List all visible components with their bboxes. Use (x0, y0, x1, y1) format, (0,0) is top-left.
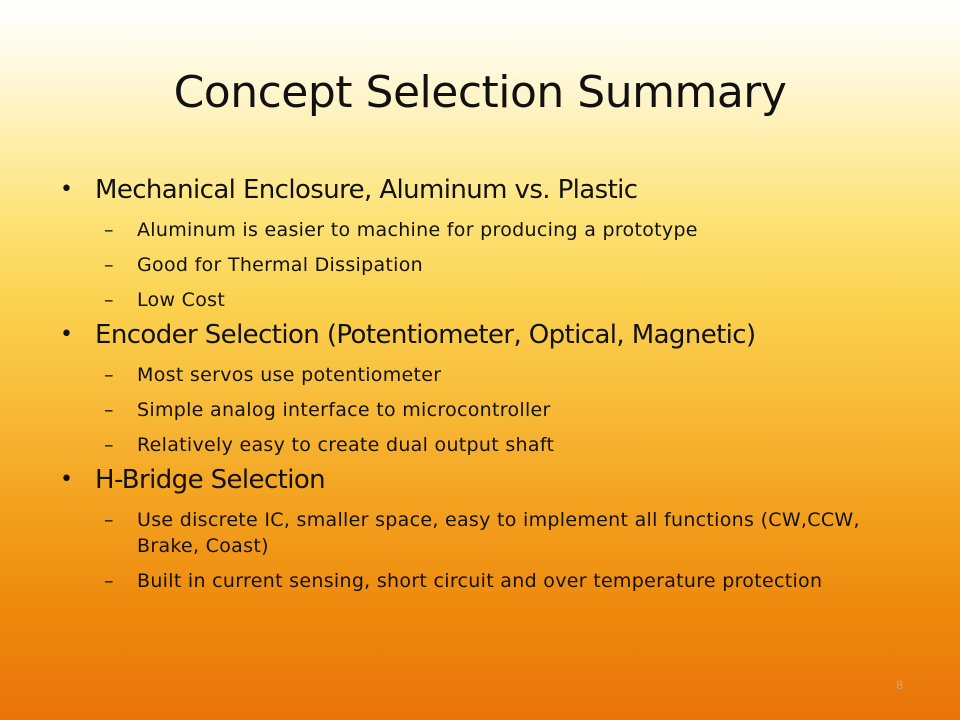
dash-icon: – (104, 434, 114, 456)
page-number: 8 (896, 678, 903, 692)
sub-item-text: Simple analog interface to microcontroller (137, 399, 551, 421)
sub-item-text: Relatively easy to create dual output shaft (137, 434, 555, 456)
sub-item-text: Built in current sensing, short circuit and over temperature protection (137, 570, 823, 592)
dash-icon: – (104, 364, 114, 386)
sub-item (60, 362, 900, 388)
sub-item (60, 432, 900, 458)
sub-item (60, 568, 900, 594)
bullet-text: H-Bridge Selection (95, 465, 326, 495)
dash-icon: – (104, 509, 114, 531)
dash-icon: – (104, 219, 114, 241)
dash-icon: – (104, 399, 114, 421)
dash-icon: – (104, 289, 114, 311)
bullet-dot-icon: • (60, 322, 73, 347)
bullet-text: Encoder Selection (Potentiometer, Optical, Magnetic) (95, 320, 756, 350)
sub-item (60, 287, 900, 313)
bullet-item (60, 317, 900, 353)
sub-list (60, 217, 900, 313)
bullet-item (60, 462, 900, 498)
slide-title: Concept Selection Summary (173, 67, 787, 118)
dash-icon: – (104, 254, 114, 276)
sub-item (60, 507, 900, 559)
sub-list (60, 507, 900, 594)
sub-item-text: Use discrete IC, smaller space, easy to implement all functions (CW,CCW, Brake, Coast) (137, 509, 860, 557)
sub-item-text: Most servos use potentiometer (137, 364, 442, 386)
dash-icon: – (104, 570, 114, 592)
sub-item (60, 252, 900, 278)
sub-list (60, 362, 900, 458)
sub-item-text: Good for Thermal Dissipation (137, 254, 424, 276)
sub-item-text: Low Cost (137, 289, 226, 311)
bullet-list (60, 168, 900, 598)
sub-item-text: Aluminum is easier to machine for producing a prototype (137, 219, 698, 241)
bullet-text: Mechanical Enclosure, Aluminum vs. Plastic (95, 175, 638, 205)
sub-item (60, 397, 900, 423)
bullet-item (60, 172, 900, 208)
sub-item (60, 217, 900, 243)
bullet-dot-icon: • (60, 177, 73, 202)
bullet-dot-icon: • (60, 467, 73, 492)
